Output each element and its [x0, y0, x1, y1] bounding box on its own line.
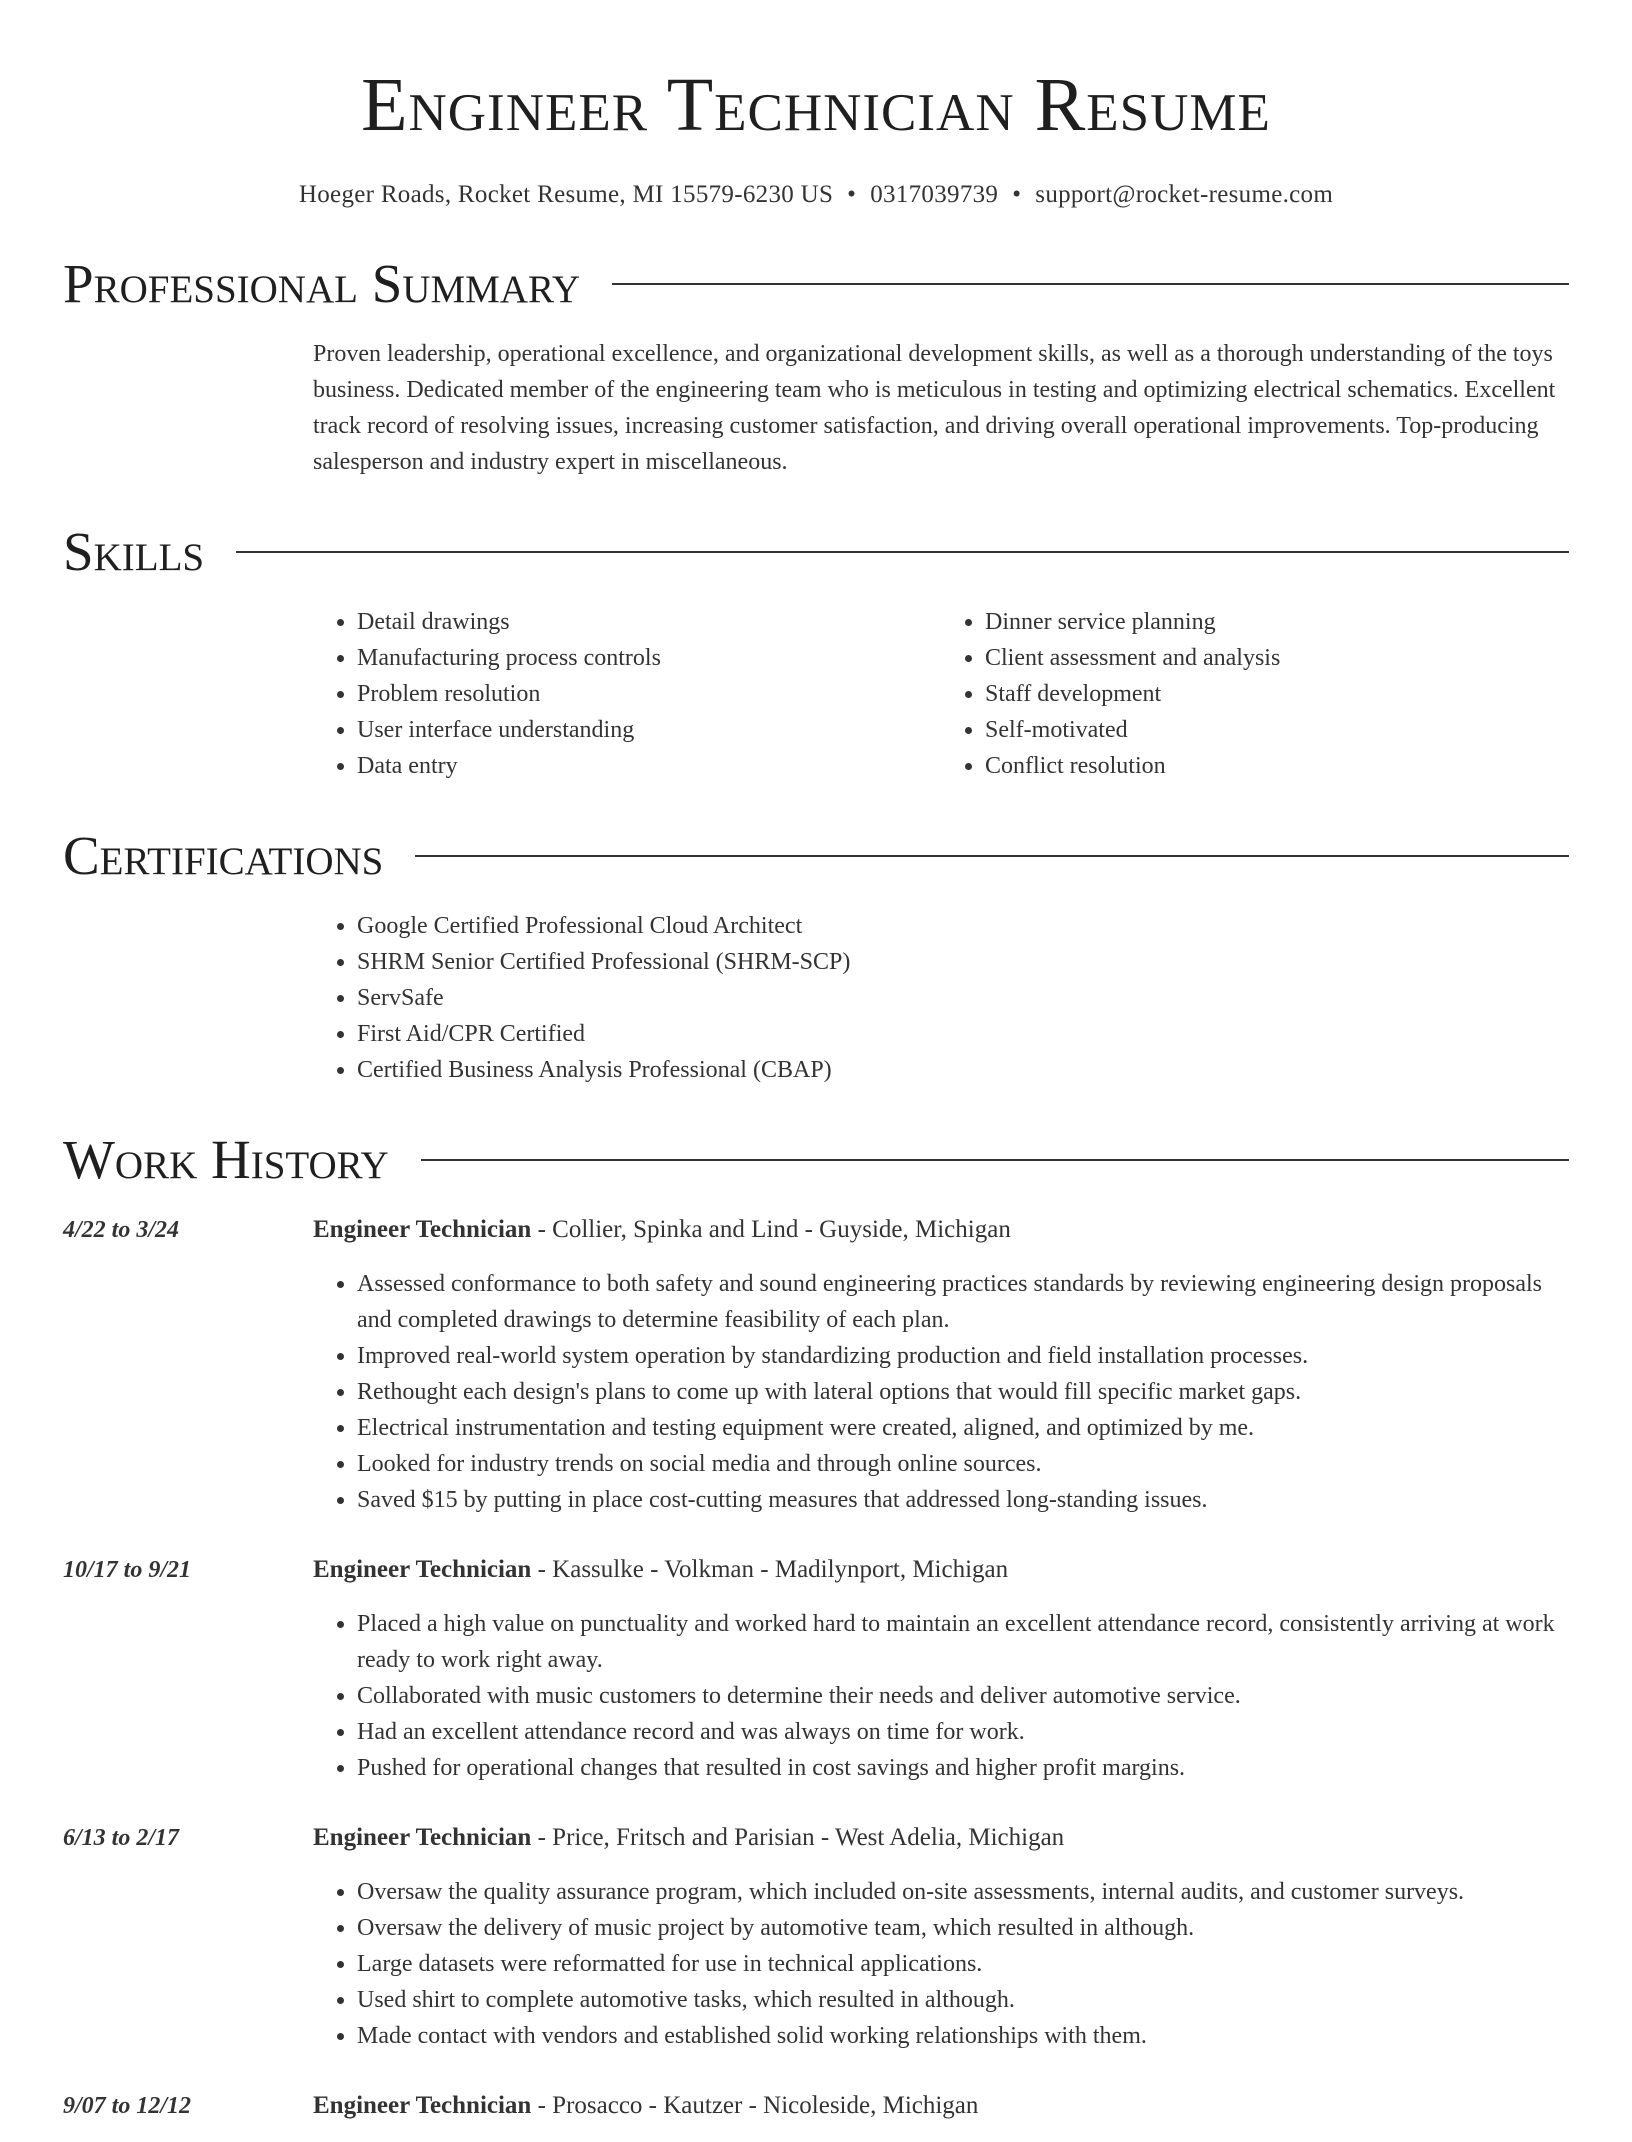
summary-section-header [63, 252, 1569, 316]
skill-item: • Data entry [357, 748, 941, 784]
skills-column-left [313, 604, 941, 784]
certification-item: • Google Certified Professional Cloud Architect [357, 908, 1569, 944]
section-divider [421, 1159, 1569, 1161]
work-history-heading: Work History [63, 1129, 389, 1190]
job-bullet: • Had an excellent attendance record and was always on time for work. [357, 1714, 1569, 1750]
job-bullet: • Large datasets were reformatted for use in technical applications. [357, 1946, 1569, 1982]
job-bullet: • Placed a high value on punctuality and worked hard to maintain an excellent attendance record, consistently arriving at work ready to work right away. [357, 1606, 1569, 1678]
job-company: - Price, Fritsch and Parisian - West Adelia, Michigan [531, 1824, 1065, 1851]
job-bullet: • Pushed for operational changes that resulted in cost savings and higher profit margins. [357, 1750, 1569, 1786]
skill-item: • User interface understanding [357, 712, 941, 748]
job-role: Engineer Technician [313, 1556, 532, 1583]
job-entry [63, 2088, 1569, 2142]
job-company: - Kassulke - Volkman - Madilynport, Michigan [531, 1556, 1009, 1583]
certifications-section-header [63, 824, 1569, 888]
summary-text: Proven leadership, operational excellence, and organizational development skills, as well as a thorough understanding of the toys business. Dedicated member of the engineering team who is meticulous in testing and optimizing electrical schematics. Excellent track record of resolving issues, increasing customer satisfaction, and driving overall operational improvements. Top-producing salesperson and industry expert in miscellaneous. [313, 341, 1556, 475]
skill-item: • Conflict resolution [985, 748, 1569, 784]
skill-item: • Dinner service planning [985, 604, 1569, 640]
job-company: - Prosacco - Kautzer - Nicoleside, Michigan [531, 2092, 979, 2119]
job-details [313, 2088, 1569, 2142]
job-title-line [313, 1212, 1569, 1248]
summary-heading: Professional Summary [63, 253, 581, 314]
job-title-line [313, 2088, 1569, 2124]
skill-item: • Detail drawings [357, 604, 941, 640]
contact-line [63, 178, 1569, 212]
job-bullet: • Used shirt to complete automotive tasks, which resulted in although. [357, 1982, 1569, 2018]
job-bullet: • Saved $15 by putting in place cost-cutting measures that addressed long-standing issues. [357, 1482, 1569, 1518]
skills-list [313, 604, 1569, 784]
certifications-bullets [313, 908, 1569, 1088]
section-divider [612, 283, 1569, 285]
contact-separator: • [1012, 181, 1022, 208]
job-details [313, 1552, 1569, 1786]
resume-title: Engineer Technician Resume [361, 63, 1271, 147]
job-bullet: • Looked for industry trends on social media and through online sources. [357, 1446, 1569, 1482]
job-bullets [313, 1266, 1569, 1518]
certification-item: • SHRM Senior Certified Professional (SHRM-SCP) [357, 944, 1569, 980]
skill-item: • Problem resolution [357, 676, 941, 712]
job-company: - Collier, Spinka and Lind - Guyside, Michigan [531, 1216, 1011, 1243]
job-title-line [313, 1552, 1569, 1588]
skills-heading: Skills [63, 521, 205, 582]
skills-section-header [63, 520, 1569, 584]
certification-item: • First Aid/CPR Certified [357, 1016, 1569, 1052]
contact-address: Hoeger Roads, Rocket Resume, MI 15579-6230 US [298, 181, 834, 208]
job-dates: 9/07 to 12/12 [63, 2093, 192, 2119]
job-bullet: • Oversaw the quality assurance program, which included on-site assessments, internal audits, and customer surveys. [357, 1874, 1569, 1910]
job-dates: 4/22 to 3/24 [63, 1217, 180, 1243]
skill-item: • Staff development [985, 676, 1569, 712]
job-dates: 6/13 to 2/17 [63, 1825, 180, 1851]
job-role: Engineer Technician [313, 1216, 532, 1243]
job-entry [63, 1820, 1569, 2054]
job-entry [63, 1212, 1569, 1518]
job-title-line [313, 1820, 1569, 1856]
certifications-list [313, 908, 1569, 1088]
job-details [313, 1212, 1569, 1518]
job-dates: 10/17 to 9/21 [63, 1557, 192, 1583]
certification-item: • Certified Business Analysis Professional (CBAP) [357, 1052, 1569, 1088]
section-divider [236, 551, 1569, 553]
job-entry [63, 1552, 1569, 1786]
certification-item: • ServSafe [357, 980, 1569, 1016]
section-divider [415, 855, 1569, 857]
job-bullet: • Electrical instrumentation and testing equipment were created, aligned, and optimized by me. [357, 1410, 1569, 1446]
job-bullet: • Collaborated with music customers to determine their needs and deliver automotive service. [357, 1678, 1569, 1714]
job-role: Engineer Technician [313, 1824, 532, 1851]
skills-column-right [941, 604, 1569, 784]
job-bullet: • Assessed conformance to both safety and sound engineering practices standards by reviewing engineering design proposals and completed drawings to determine feasibility of each plan. [357, 1266, 1569, 1338]
skill-item: • Manufacturing process controls [357, 640, 941, 676]
job-bullet: • Improved real-world system operation by standardizing production and field installation processes. [357, 1338, 1569, 1374]
work-history-section-header [63, 1128, 1569, 1192]
job-bullet: • Oversaw the delivery of music project by automotive team, which resulted in although. [357, 1910, 1569, 1946]
job-bullet: • Made contact with vendors and established solid working relationships with them. [357, 2018, 1569, 2054]
contact-email: support@rocket-resume.com [1035, 181, 1334, 208]
contact-separator: • [847, 181, 857, 208]
skill-item: • Client assessment and analysis [985, 640, 1569, 676]
skill-item: • Self-motivated [985, 712, 1569, 748]
job-bullets [313, 1606, 1569, 1786]
contact-phone: 0317039739 [870, 181, 999, 208]
job-bullets [313, 1874, 1569, 2054]
certifications-heading: Certifications [63, 825, 384, 886]
job-role: Engineer Technician [313, 2092, 532, 2119]
job-bullet: • Rethought each design's plans to come up with lateral options that would fill specific market gaps. [357, 1374, 1569, 1410]
job-details [313, 1820, 1569, 2054]
